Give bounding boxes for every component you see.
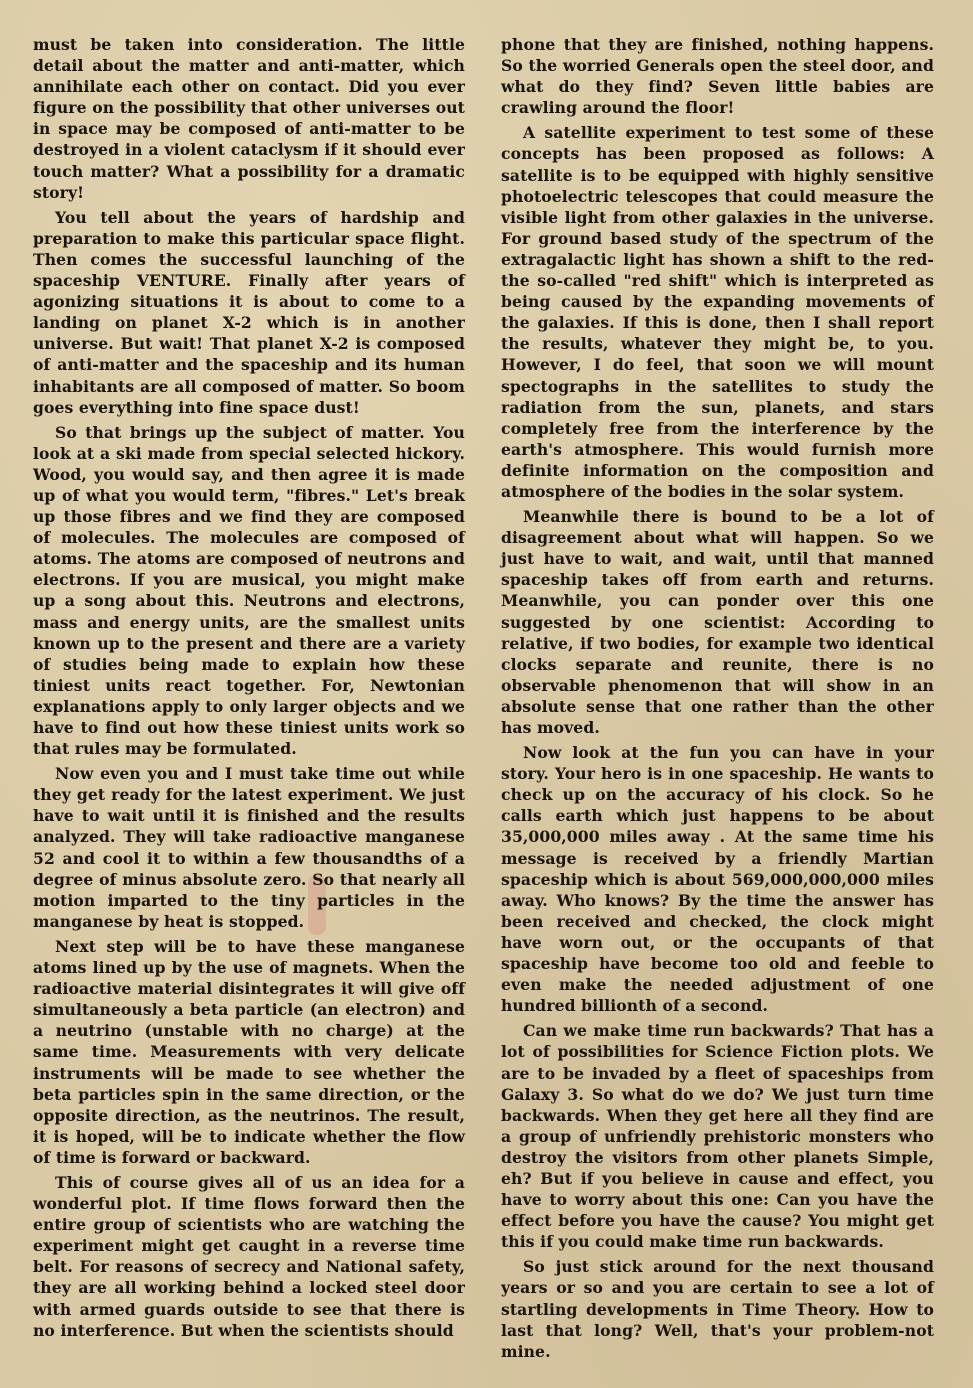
left-paragraph-4: Now even you and I must take time out while they get ready for the latest experiment. We just have to wait until it is finished and the results analyzed. They will take radioactive manganese 52 and cool it to within a few thousandths of a degree of minus absolute zero. So that nearly all motion imparted to the tiny particles in the manganese by heat is stopped.: [33, 764, 465, 931]
right-paragraph-3: Meanwhile there is bound to be a lot of disagreement about what will happen. So we just have to wait, and wait, until that manned spaceship takes off from earth and returns. Meanwhile, you can ponder over this one suggested by one scientist: According to relative, if two bodies, for example two identical clocks separate and reunite, there is no observable phenomenon that will show in an absolute sense that one rather than the other has moved.: [501, 507, 934, 737]
right-paragraph-4: Now look at the fun you can have in your story. Your hero is in one spaceship. He wants to check up on the accuracy of his clock. So he calls earth which just happens to be about 35,000,000 miles away . At the same time his message is received by a friendly Martian spaceship which is about 569,000,000,000 miles away. Who knows? By the time the answer has been received and checked, the clock might have worn out, or the occupants of that spaceship have become too old and feeble to even make the needed adjustment of one hundred billionth of a second.: [501, 743, 934, 1016]
right-paragraph-6: So just stick around for the next thousand years or so and you are certain to see a lot of startling developments in Time Theory. How to last that long? Well, that's your problem-not mine.: [501, 1257, 934, 1361]
left-column: [33, 34, 465, 1345]
left-paragraph-2: You tell about the years of hardship and preparation to make this particular space flight. Then comes the successful launching of the spaceship VENTURE. Finally after years of agonizing situations it is about to come to a landing on planet X-2 which is in another universe. But wait! That planet X-2 is composed of anti-matter and the spaceship and its human inhabitants are all composed of matter. So boom goes everything into fine space dust!: [33, 207, 465, 417]
right-paragraph-2: A satellite experiment to test some of these concepts has been proposed as follows: A satellite is to be equipped with highly sensitive photoelectric telescopes that could measure the visible light from other galaxies in the universe. For ground based study of the spectrum of the extragalactic light has shown a shift to the red- the so-called "red shift" which is interpreted as being caused by the expanding movements of the galaxies. If this is done, then I shall report the results, whatever they might be, to you. However, I do feel, that soon we will mount spectographs in the satellites to study the radiation from the sun, planets, and stars completely free from the interference by the earth's atmosphere. This would furnish more definite information on the composition and atmosphere of the bodies in the solar system.: [501, 123, 934, 501]
left-paragraph-5: Next step will be to have these manganese atoms lined up by the use of magnets. When the radioactive material disintegrates it will give off simultaneously a beta particle (an electron) and a neutrino (unstable with no charge) at the same time. Measurements with very delicate instruments will be made to see whether the beta particles spin in the same direction, or the opposite direction, as the neutrinos. The result, it is hoped, will be to indicate whether the flow of time is forward or backward.: [33, 936, 465, 1167]
left-paragraph-3: So that brings up the subject of matter. You look at a ski made from special selected hickory. Wood, you would say, and then agree it is made up of what you would term, "fibres." Let's break up those fibres and we find they are composed of molecules. The molecules are composed of atoms. The atoms are composed of neutrons and electrons. If you are musical, you might make up a song about this. Neutrons and electrons, mass and energy units, are the smallest units known up to the present and there are a variety of studies being made to explain how these tiniest units react together. For, Newtonian explanations apply to only larger objects and we have to find out how these tiniest units work so that rules may be formulated.: [33, 422, 465, 759]
left-paragraph-1: must be taken into consideration. The little detail about the matter and anti-matter, which annihilate each other on contact. Did you ever figure on the possibility that other universes out in space may be composed of anti-matter to be destroyed in a violent cataclysm if it should ever touch matter? What a possibility for a dramatic story!: [33, 35, 465, 202]
right-column: [501, 34, 934, 1366]
right-paragraph-1: phone that they are finished, nothing happens. So the worried Generals open the steel door, and what do they find? Seven little babies are crawling around the floor!: [501, 35, 934, 118]
left-paragraph-6: This of course gives all of us an idea for a wonderful plot. If time flows forward then the entire group of scientists who are watching the experiment might get caught in a reverse time belt. For reasons of secrecy and National safety, they are all working behind a locked steel door with armed guards outside to see that there is no interference. But when the scientists should: [33, 1172, 465, 1340]
right-paragraph-5: Can we make time run backwards? That has a lot of possibilities for Science Fiction plots. We are to be invaded by a fleet of spaceships from Galaxy 3. So what do we do? We just turn time backwards. When they get here all they find are a group of unfriendly prehistoric monsters who destroy the visitors from other planets Simple, eh? But if you believe in cause and effect, you have to worry about this one: Can you have the effect before you have the cause? You might get this if you could make time run backwards.: [501, 1021, 934, 1252]
